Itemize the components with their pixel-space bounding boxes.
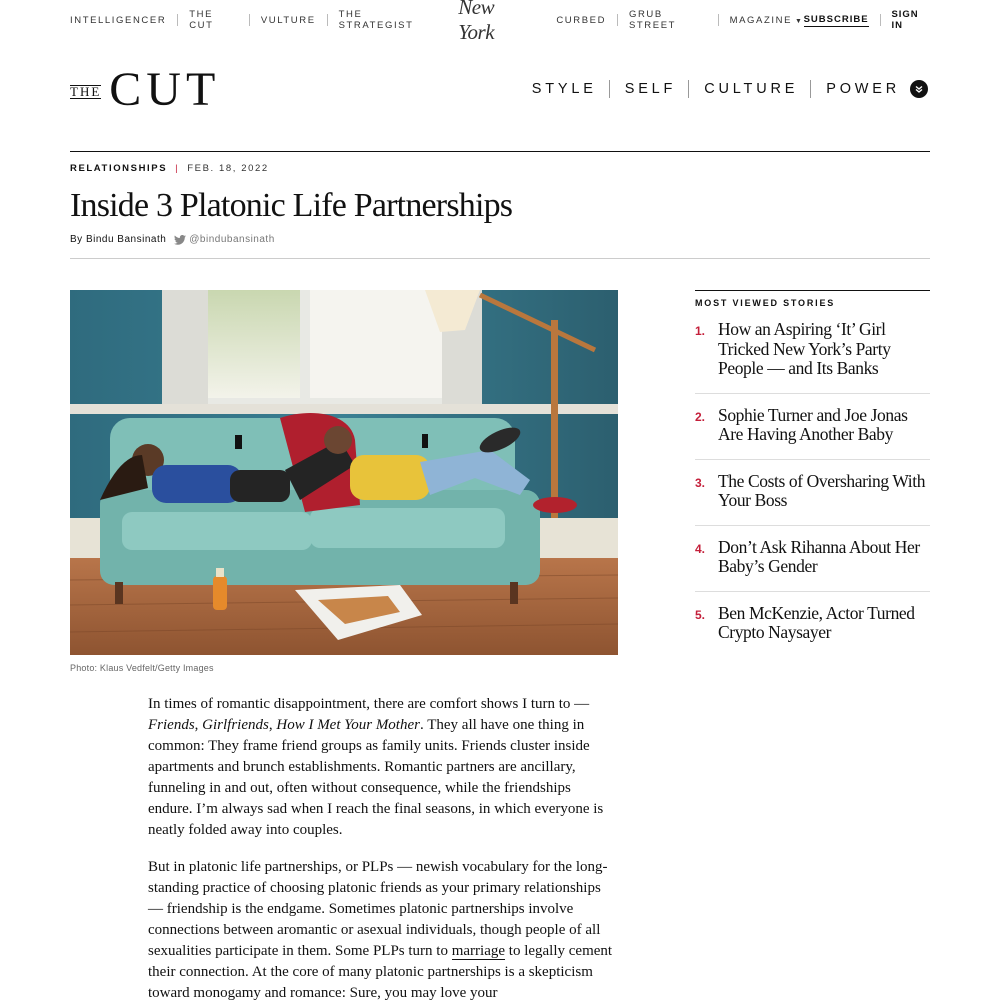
section-divider: [688, 80, 689, 98]
lede-photo: [70, 290, 618, 655]
most-viewed-story[interactable]: [695, 460, 930, 526]
story-title[interactable]: The Costs of Oversharing With Your Boss: [718, 470, 926, 510]
story-title[interactable]: Sophie Turner and Joe Jonas Are Having Another Baby: [718, 404, 908, 444]
section-power[interactable]: POWER: [826, 81, 900, 97]
article-headline: Inside 3 Platonic Life Partnerships: [70, 187, 513, 224]
section-culture[interactable]: CULTURE: [704, 81, 799, 97]
story-title[interactable]: Ben McKenzie, Actor Turned Crypto Naysayer: [718, 602, 915, 642]
paragraph: [148, 694, 616, 841]
p2-text-b: to legally cement their connection. At the core of many platonic partnerships is a skepticism toward monogamy and romance: Sure, you may love your: [148, 943, 613, 1000]
nav-divider: [617, 14, 618, 26]
chevron-down-icon: ▼: [795, 17, 804, 25]
article-date: FEB. 18, 2022: [187, 163, 269, 174]
story-number: 5.: [695, 607, 706, 622]
nav-link-magazine[interactable]: [730, 15, 804, 26]
article-body: [148, 694, 616, 1000]
most-viewed-story[interactable]: [695, 394, 930, 460]
story-number: 1.: [695, 324, 706, 338]
story-number: 2.: [695, 409, 706, 424]
paragraph: [148, 857, 616, 1000]
section-self[interactable]: SELF: [624, 81, 677, 97]
nav-divider: [718, 14, 719, 26]
nav-link-intelligencer[interactable]: INTELLIGENCER: [70, 14, 167, 26]
sign-in-link[interactable]: SIGN IN: [891, 9, 919, 31]
story-number: 4.: [695, 541, 706, 556]
network-nav: [70, 0, 930, 44]
story-title[interactable]: How an Aspiring ‘It’ Girl Tricked New York’s Party People — and Its Banks: [718, 319, 891, 378]
lede-photo-illustration: [70, 290, 618, 655]
nav-divider: [327, 14, 328, 26]
twitter-icon: [174, 235, 186, 245]
p1-text-a: In times of romantic disappointment, there are comfort shows I turn to —: [148, 696, 590, 712]
nav-divider: [177, 14, 178, 26]
sidebar-rule: [695, 290, 930, 291]
article-kicker: [70, 163, 269, 174]
section-divider: [609, 80, 610, 98]
p1-comma-2: ,: [268, 717, 277, 733]
new-york-logo[interactable]: New York: [458, 0, 495, 44]
nav-link-magazine-label: MAGAZINE: [729, 14, 793, 26]
marriage-link[interactable]: marriage: [451, 943, 506, 959]
sidebar-title: MOST VIEWED STORIES: [695, 298, 836, 308]
story-number: 3.: [695, 475, 706, 490]
byline: [70, 234, 275, 245]
most-viewed-story[interactable]: [695, 592, 930, 657]
story-title[interactable]: Don’t Ask Rihanna About Her Baby’s Gender: [718, 536, 920, 576]
logo-the: THE: [70, 84, 102, 99]
author-twitter[interactable]: [174, 234, 275, 245]
kicker-divider: |: [175, 163, 180, 174]
section-divider: [810, 80, 811, 98]
nav-divider: [880, 14, 881, 26]
most-viewed-sidebar: [695, 290, 930, 657]
most-viewed-story[interactable]: [695, 526, 930, 592]
nav-link-grub-street[interactable]: GRUB STREET: [628, 9, 677, 31]
nav-link-the-strategist[interactable]: THE STRATEGIST: [338, 9, 414, 31]
chevron-down-icon: [914, 84, 924, 94]
twitter-handle: @bindubansinath: [189, 234, 275, 245]
menu-chevron-button[interactable]: [910, 80, 928, 98]
nav-link-vulture[interactable]: VULTURE: [260, 14, 316, 26]
p1-comma-1: ,: [194, 717, 203, 733]
nav-link-curbed[interactable]: CURBED: [556, 14, 607, 26]
author-name[interactable]: By Bindu Bansinath: [70, 234, 167, 245]
header-rule: [70, 151, 930, 152]
byline-rule: [70, 258, 930, 259]
p1-italic-2: Girlfriends: [202, 717, 269, 733]
the-cut-logo[interactable]: [70, 63, 221, 116]
section-style[interactable]: STYLE: [531, 81, 597, 97]
p2-text-a: But in platonic life partnerships, or PLPs — newish vocabulary for the long-standing practice of choosing platonic friends as your primary relationships — friendship is the endgame. Sometimes platonic partnerships involve connections between aromantic or asexual individuals, though people of all sexualities participate in them. Some PLPs turn to: [148, 859, 608, 959]
logo-cut: CUT: [109, 63, 221, 116]
p1-italic-3: How I Met Your Mother: [276, 717, 420, 733]
rubric-link[interactable]: RELATIONSHIPS: [70, 163, 168, 174]
most-viewed-story[interactable]: [695, 308, 930, 394]
section-nav: [532, 80, 928, 98]
p1-text-b: . They all have one thing in common: They frame friend groups as family units. Friends cluster inside apartments and brunch establishments. Romantic partners are ancillary, funneling in and out, often without consequence, while the friendships endure. I’m always sad when I reach the final seasons, in which everyone is neatly folded away into couples.: [148, 717, 604, 838]
p1-italic-1: Friends: [148, 717, 195, 733]
photo-credit: Photo: Klaus Vedfelt/Getty Images: [70, 663, 214, 673]
nav-divider: [249, 14, 250, 26]
subscribe-link[interactable]: SUBSCRIBE: [803, 13, 869, 25]
nav-link-the-cut[interactable]: THE CUT: [189, 9, 214, 31]
